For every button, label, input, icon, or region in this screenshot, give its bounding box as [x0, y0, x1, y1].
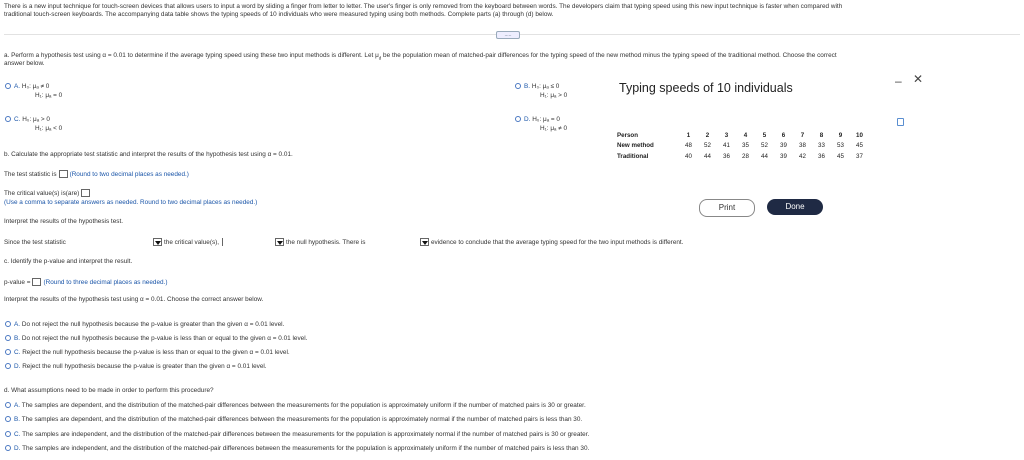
option-b[interactable]: B. H₀: μₐ ≤ 0 [515, 83, 559, 91]
popup-title: Typing speeds of 10 individuals [619, 81, 793, 95]
radio-icon[interactable] [5, 321, 11, 327]
radio-icon[interactable] [5, 402, 11, 408]
critical-values-input[interactable] [222, 238, 223, 246]
radio-icon[interactable] [5, 116, 11, 122]
option-c[interactable]: C. H₀: μₐ > 0 [5, 116, 50, 124]
since-label: Since the test statistic [4, 239, 66, 246]
c-option-d[interactable]: D. Reject the null hypothesis because the p-value is greater than the given α = 0.01 level. [5, 363, 267, 371]
critical-value-row: The critical value(s) is(are) [4, 189, 92, 198]
part-a-prompt-cont: answer below. [4, 60, 45, 67]
decision-dropdown[interactable]: the null hypothesis. There is [275, 238, 365, 247]
print-button[interactable]: Print [699, 199, 755, 217]
c-option-c[interactable]: C. Reject the null hypothesis because the p-value is less than or equal to the given α = 0.01 level. [5, 349, 290, 357]
part-c-interpret: Interpret the results of the hypothesis test using α = 0.01. Choose the correct answer below. [4, 296, 264, 303]
critical-value-input[interactable] [81, 189, 90, 197]
table-row: New method 48 52 41 35 52 39 38 33 53 45 [617, 142, 863, 150]
part-c-prompt: c. Identify the p-value and interpret the result. [4, 258, 133, 265]
data-table-popup [603, 66, 933, 224]
radio-icon[interactable] [5, 445, 11, 451]
radio-icon[interactable] [5, 363, 11, 369]
radio-icon[interactable] [5, 416, 11, 422]
c-option-b[interactable]: B. Do not reject the null hypothesis because the p-value is less than or equal to the given α = 0.01 level. [5, 335, 307, 343]
option-d[interactable]: D. H₀: μₐ = 0 [515, 116, 560, 124]
radio-icon[interactable] [5, 335, 11, 341]
problem-intro-line1: There is a new input technique for touch-screen devices that allows users to input a word by sliding a finger from letter to letter. The user's finger is only removed from the keyboard between words. The developers claim that typing speed using this new input technique is faster when compared with [4, 3, 843, 10]
test-statistic-input[interactable] [59, 170, 68, 178]
radio-icon[interactable] [515, 116, 521, 122]
close-icon[interactable]: ✕ [913, 72, 924, 86]
part-b-prompt: b. Calculate the appropriate test statistic and interpret the results of the hypothesis test using α = 0.01. [4, 151, 293, 158]
expand-more-button[interactable]: ..... [496, 31, 520, 39]
table-row: Traditional 40 44 36 28 44 39 42 36 45 37 [617, 153, 863, 160]
radio-icon[interactable] [5, 431, 11, 437]
radio-icon[interactable] [515, 83, 521, 89]
option-a[interactable]: A. H₀: μₐ ≠ 0 [5, 83, 49, 91]
radio-icon[interactable] [5, 83, 11, 89]
dropdown-arrow-icon[interactable] [153, 238, 162, 246]
dropdown-arrow-icon[interactable] [420, 238, 429, 246]
dropdown-arrow-icon[interactable] [275, 238, 284, 246]
c-option-a[interactable]: A. Do not reject the null hypothesis because the p-value is greater than the given α = 0.01 level. [5, 321, 284, 329]
minimize-icon[interactable]: – [895, 74, 902, 88]
part-b-interpret: Interpret the results of the hypothesis test. [4, 218, 124, 225]
radio-icon[interactable] [5, 349, 11, 355]
d-option-d[interactable]: D. The samples are independent, and the distribution of the matched-pair differences between the measurements for the population is approximately uniform if the number of matched pairs is less than 30. [5, 445, 589, 453]
part-a-prompt: a. Perform a hypothesis test using α = 0.01 to determine if the average typing speed using these two input methods is different. Let $\mu_d$ be the population mean of matched-pair differences for the typing speed of the new method minus the typing speed of the traditional method. Choose the correct [4, 52, 837, 61]
d-option-b[interactable]: B. The samples are dependent, and the distribution of the matched-pair differences between the measurements for the population is approximately normal if the number of matched pairs is less than 30. [5, 416, 582, 424]
critical-value-hint: (Use a comma to separate answers as needed. Round to two decimal places as needed.) [4, 199, 258, 206]
problem-intro-line2: traditional touch-screen keyboards. The accompanying data table shows the typing speeds of 10 individuals who were measured typing using both methods. Complete parts (a) through (d) below. [4, 11, 554, 18]
d-option-c[interactable]: C. The samples are independent, and the distribution of the matched-pair differences between the measurements for the population is approximately normal if the number of matched pairs is 30 or greater. [5, 431, 589, 439]
evidence-dropdown[interactable]: evidence to conclude that the average typing speed for the two input methods is different. [420, 238, 683, 247]
done-button[interactable]: Done [767, 199, 823, 215]
comparison-dropdown[interactable]: the critical value(s), [153, 238, 225, 247]
option-b-h1: H₁: μₐ > 0 [540, 92, 568, 99]
option-a-h1: H₁: μₐ = 0 [35, 92, 63, 99]
typing-speed-table [617, 130, 869, 162]
option-d-h1: H₁: μₐ ≠ 0 [540, 125, 567, 132]
test-statistic-row: The test statistic is (Round to two decimal places as needed.) [4, 171, 189, 178]
copy-icon[interactable] [897, 118, 904, 126]
table-header-row: Person 1 2 3 4 5 6 7 8 9 10 [617, 131, 863, 139]
option-c-h1: H₁: μₐ < 0 [35, 125, 63, 132]
p-value-input[interactable] [32, 278, 41, 286]
part-d-prompt: d. What assumptions need to be made in order to perform this procedure? [4, 387, 214, 394]
d-option-a[interactable]: A. The samples are dependent, and the distribution of the matched-pair differences between the measurements for the population is approximately uniform if the number of matched pairs is 30 or greater. [5, 402, 586, 410]
p-value-row: p-value = (Round to three decimal places as needed.) [4, 279, 168, 286]
